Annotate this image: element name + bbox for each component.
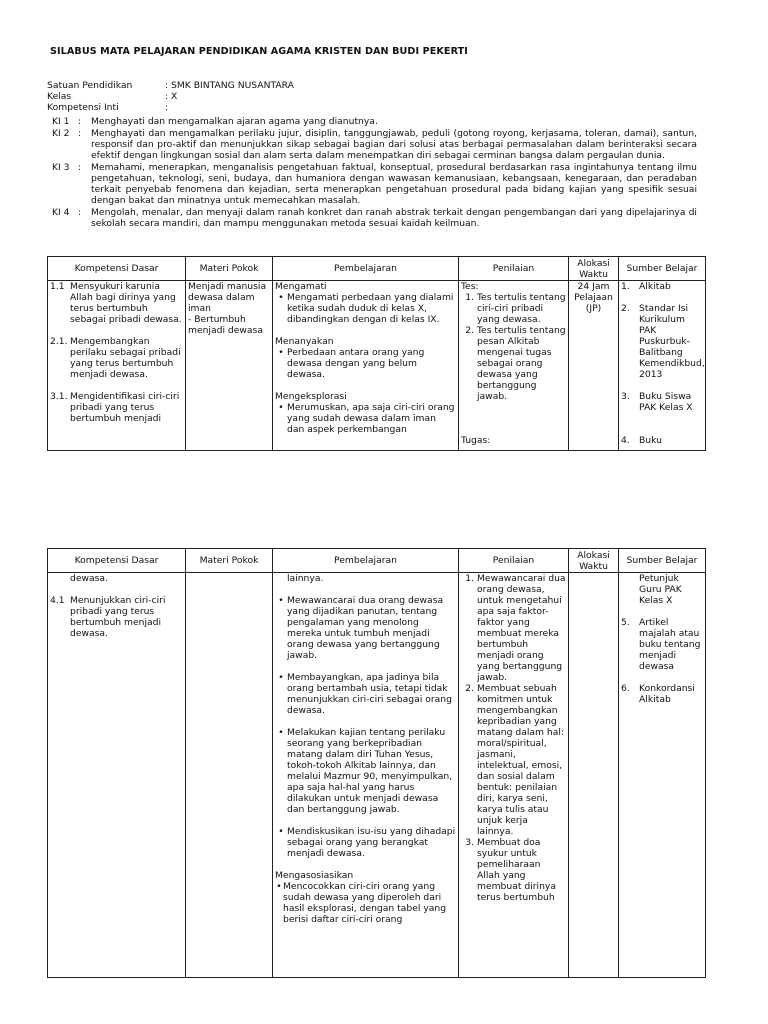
kd-item <box>50 595 183 639</box>
ki-item-2 <box>47 128 697 161</box>
tes-heading: Tes: <box>461 281 479 292</box>
list-item: • Mewawancarai dua orang dewasa yang dijadikan panutan, tentang pengalaman yang menolong mereka untuk tumbuh menjadi orang dewasa yang bertanggung jawab. <box>275 595 456 661</box>
sumber-item <box>621 281 703 292</box>
cell-sumber-belajar <box>619 281 706 451</box>
kd-item <box>50 391 183 424</box>
meta-value: : <box>165 102 169 113</box>
item-number: 4. <box>621 435 630 446</box>
materi-sub: - Bertumbuh menjadi dewasa <box>188 314 263 336</box>
item-number: 1. <box>465 573 474 584</box>
item-number: 5. <box>621 617 630 628</box>
header-kompetensi-dasar: Kompetensi Dasar <box>48 549 186 573</box>
ki-text: Memahami, menerapkan, menganalisis pengetahuan faktual, konseptual, prosedural berdasarkan rasa ingintahunya tentang ilmu pengetahuan, teknologi, seni, budaya, dan humaniora dengan wawasan kemanusiaan, kebangsaan, kenegaraan, dan peradaban terkait penyebab fenomena dan kejadian, serta menerapkan pengetahuan prosedural pada bidang kajian yang spesifik sesuai dengan bakat dan minatnya untuk memecahkan masalah. <box>91 162 697 206</box>
section-heading-menanyakan: Menanyakan <box>275 336 334 347</box>
cell-alokasi-waktu <box>569 573 619 978</box>
meta-value: : X <box>165 91 178 102</box>
kd-number: 3.1. <box>50 391 68 402</box>
cell-penilaian <box>459 281 569 451</box>
list-item: • Melakukan kajian tentang perilaku seorang yang berkepribadian matang dalam diri Tuhan Yesus, tokoh-tokoh Alkitab lainnya, dan melalui Mazmur 90, menyimpulkan, apa saja hal-hal yang harus dilakukan untuk menjadi dewasa dan bertanggung jawab. <box>275 727 456 815</box>
header-materi-pokok: Materi Pokok <box>186 257 273 281</box>
item-text: Merumuskan, apa saja ciri-ciri orang yang sudah dewasa dalam iman dan aspek perkembangan <box>287 402 455 435</box>
item-text: Artikel majalah atau buku tentang menjadi dewasa <box>639 617 701 672</box>
cell-pembelajaran <box>273 281 459 451</box>
tugas-heading: Tugas: <box>461 435 491 446</box>
list-item: • Membayangkan, apa jadinya bila orang bertambah usia, tetapi tidak menunjukkan ciri-ciri sebagai orang dewasa. <box>275 672 456 716</box>
list-item: • Mendiskusikan isu-isu yang dihadapi sebagai orang yang berangkat menjadi dewasa. <box>278 826 456 859</box>
header-kompetensi-dasar: Kompetensi Dasar <box>48 257 186 281</box>
ki-text: Mengolah, menalar, dan menyaji dalam ranah konkret dan ranah abstrak terkait dengan pengembangan dari yang dipelajarinya di sekolah secara mandiri, dan mampu menggunakan metoda sesuai kaidah keilmuan. <box>91 207 697 229</box>
kd-item <box>50 281 183 325</box>
kd-number: 4.1 <box>50 595 65 606</box>
sumber-item <box>621 683 703 705</box>
meta-label: Kelas <box>47 91 72 102</box>
item-number: 1. <box>621 281 630 292</box>
item-number: 2. <box>465 683 474 694</box>
kd-text: Mengidentifikasi ciri-ciri pribadi yang terus bertumbuh menjadi <box>70 391 180 424</box>
kd-number: 2.1. <box>50 336 68 347</box>
alokasi-text: 24 Jam Pelajaan (JP) <box>574 281 613 314</box>
item-text: Tes tertulis tentang ciri-ciri pribadi yang dewasa. <box>477 292 566 325</box>
meta-block <box>47 80 294 113</box>
penilaian-item <box>461 573 566 683</box>
cell-kompetensi-dasar <box>48 573 186 978</box>
table-header-row <box>48 549 706 573</box>
sumber-item <box>621 391 703 413</box>
table-row <box>48 281 706 451</box>
section-heading-mengamati: Mengamati <box>275 281 327 292</box>
header-alokasi-waktu: Alokasi Waktu <box>569 549 619 573</box>
item-text: Buku Siswa PAK Kelas X <box>639 391 693 413</box>
penilaian-item <box>461 837 566 903</box>
item-text: Membuat doa syukur untuk pemeliharaan Allah yang membuat dirinya terus bertumbuh <box>477 837 556 903</box>
item-text: Alkitab <box>639 281 671 292</box>
item-text: Membuat sebuah komitmen untuk mengembangkan kepribadian yang matang dalam hal: moral/spiritual, jasmani, intelektual, emosi, dan sosial dalam bentuk: penilaian diri, karya seni, karya tulis atau unjuk kerja lainnya. <box>477 683 565 837</box>
kd-item <box>50 336 183 380</box>
item-text: Mencocokkan ciri-ciri orang yang sudah dewasa yang diperoleh dari hasil eksplorasi, dengan tabel yang berisi daftar ciri-ciri orang <box>283 881 447 925</box>
header-pembelajaran: Pembelajaran <box>273 257 459 281</box>
ki-colon: : <box>78 128 82 139</box>
ki-code: KI 3 <box>52 162 70 173</box>
ki-code: KI 2 <box>52 128 70 139</box>
penilaian-item <box>461 325 566 402</box>
header-materi-pokok: Materi Pokok <box>186 549 273 573</box>
sumber-item <box>621 435 662 446</box>
header-pembelajaran: Pembelajaran <box>273 549 459 573</box>
table-header-row <box>48 257 706 281</box>
section-heading-mengeksplorasi: Mengeksplorasi <box>275 391 347 402</box>
header-sumber-belajar: Sumber Belajar <box>619 257 706 281</box>
list-item: • Perbedaan antara orang yang dewasa dengan yang belum dewasa. <box>275 347 456 380</box>
cell-pembelajaran <box>273 573 459 978</box>
list-item: • Mencocokkan ciri-ciri orang yang sudah dewasa yang diperoleh dari hasil eksplorasi, dengan tabel yang berisi daftar ciri-ciri orang <box>275 881 456 925</box>
meta-row-kelas <box>47 91 294 102</box>
item-text: Buku <box>639 435 662 446</box>
silabus-table-1 <box>47 256 706 451</box>
ki-colon: : <box>78 116 82 127</box>
item-text: Mewawancarai dua orang dewasa yang dijadikan panutan, tentang pengalaman yang menolong mereka untuk tumbuh menjadi orang dewasa yang bertanggung jawab. <box>287 595 444 661</box>
penilaian-item <box>461 292 566 325</box>
meta-label: Kompetensi Inti <box>47 102 119 113</box>
table-row <box>48 573 706 978</box>
kd-text: Mengembangkan perilaku sebagai pribadi yang terus bertumbuh menjadi dewasa. <box>70 336 181 380</box>
cell-materi-pokok <box>186 573 273 978</box>
item-text: Standar Isi Kurikulum PAK Puskurbuk-Balitbang Kemendikbud, 2013 <box>639 303 705 380</box>
list-item: • Mengamati perbedaan yang dialami ketika sudah duduk di kelas X, dibandingkan dengan di kelas IX. <box>275 292 456 325</box>
ki-colon: : <box>78 207 82 218</box>
penilaian-item <box>461 683 566 837</box>
ki-code: KI 1 <box>52 116 70 127</box>
item-number: 3. <box>621 391 630 402</box>
item-text: Mengamati perbedaan yang dialami ketika sudah duduk di kelas X, dibandingkan dengan di kelas IX. <box>287 292 454 325</box>
kd-text: Mensyukuri karunia Allah bagi dirinya yang terus bertumbuh sebagai pribadi dewasa. <box>70 281 182 325</box>
item-number: 3. <box>465 837 474 848</box>
item-text: Perbedaan antara orang yang dewasa dengan yang belum dewasa. <box>287 347 425 380</box>
header-penilaian: Penilaian <box>459 257 569 281</box>
header-alokasi-waktu: Alokasi Waktu <box>569 257 619 281</box>
item-text: Tes tertulis tentang pesan Alkitab mengenai tugas sebagai orang dewasa yang bertanggung jawab. <box>477 325 566 402</box>
meta-row-satuan <box>47 80 294 91</box>
item-text: Mewawancarai dua orang dewasa, untuk mengetahui apa saja faktor-faktor yang membuat mereka bertumbuh menjadi orang yang bertanggung jawab. <box>477 573 566 683</box>
ki-code: KI 4 <box>52 207 70 218</box>
document-title: SILABUS MATA PELAJARAN PENDIDIKAN AGAMA KRISTEN DAN BUDI PEKERTI <box>50 46 468 57</box>
item-text: Melakukan kajian tentang perilaku seorang yang berkepribadian matang dalam diri Tuhan Yesus, tokoh-tokoh Alkitab lainnya, dan melalui Mazmur 90, menyimpulkan, apa saja hal-hal yang harus dilakukan untuk menjadi dewasa dan bertanggung jawab. <box>287 727 453 815</box>
cell-materi-pokok <box>186 281 273 451</box>
item-number: 2. <box>621 303 630 314</box>
silabus-table-2 <box>47 548 706 978</box>
item-text: Mendiskusikan isu-isu yang dihadapi sebagai orang yang berangkat menjadi dewasa. <box>287 826 456 859</box>
ki-item-1 <box>47 116 697 127</box>
kd-text: Menunjukkan ciri-ciri pribadi yang terus bertumbuh menjadi dewasa. <box>70 595 166 639</box>
meta-value: : SMK BINTANG NUSANTARA <box>165 80 294 91</box>
cell-kompetensi-dasar <box>48 281 186 451</box>
list-item: • Merumuskan, apa saja ciri-ciri orang yang sudah dewasa dalam iman dan aspek perkembangan <box>278 402 455 435</box>
kompetensi-inti-list <box>47 116 697 230</box>
item-text: Konkordansi Alkitab <box>639 683 695 705</box>
ki-text: Menghayati dan mengamalkan perilaku jujur, disiplin, tanggungjawab, peduli (gotong royong, kerjasama, toleran, damai), santun, responsif dan pro-aktif dan menunjukkan sikap sebagai bagian dari solusi atas berbagai permasalahan dalam berinteraksi secara efektif dengan lingkungan sosial dan alam serta dalam menempatkan diri sebagai cerminan bangsa dalam pergaulan dunia. <box>91 128 697 161</box>
item-number: 2. <box>465 325 474 336</box>
cell-sumber-belajar <box>619 573 706 978</box>
ki-colon: : <box>78 162 82 173</box>
cell-alokasi-waktu <box>569 281 619 451</box>
pembelajaran-continued-text: lainnya. <box>287 573 324 584</box>
item-number: 1. <box>465 292 474 303</box>
ki-text: Menghayati dan mengamalkan ajaran agama yang dianutnya. <box>91 116 378 127</box>
meta-label: Satuan Pendidikan <box>47 80 133 91</box>
meta-row-kompetensi-inti <box>47 102 294 113</box>
ki-item-4 <box>47 207 697 229</box>
cell-penilaian <box>459 573 569 978</box>
ki-item-3 <box>47 162 697 206</box>
item-number: 6. <box>621 683 630 694</box>
section-heading-mengasosiasikan: Mengasosiasikan <box>275 870 354 881</box>
sumber-item <box>621 303 703 380</box>
header-sumber-belajar: Sumber Belajar <box>619 549 706 573</box>
materi-main: Menjadi manusia dewasa dalam iman <box>188 281 267 314</box>
kd-continued-text: dewasa. <box>70 573 108 584</box>
sumber-item <box>621 617 703 672</box>
kd-number: 1.1 <box>50 281 65 292</box>
header-penilaian: Penilaian <box>459 549 569 573</box>
sumber-continued-text: Petunjuk Guru PAK Kelas X <box>639 573 682 606</box>
item-text: Membayangkan, apa jadinya bila orang bertambah usia, tetapi tidak menunjukkan ciri-ciri sebagai orang dewasa. <box>287 672 452 716</box>
